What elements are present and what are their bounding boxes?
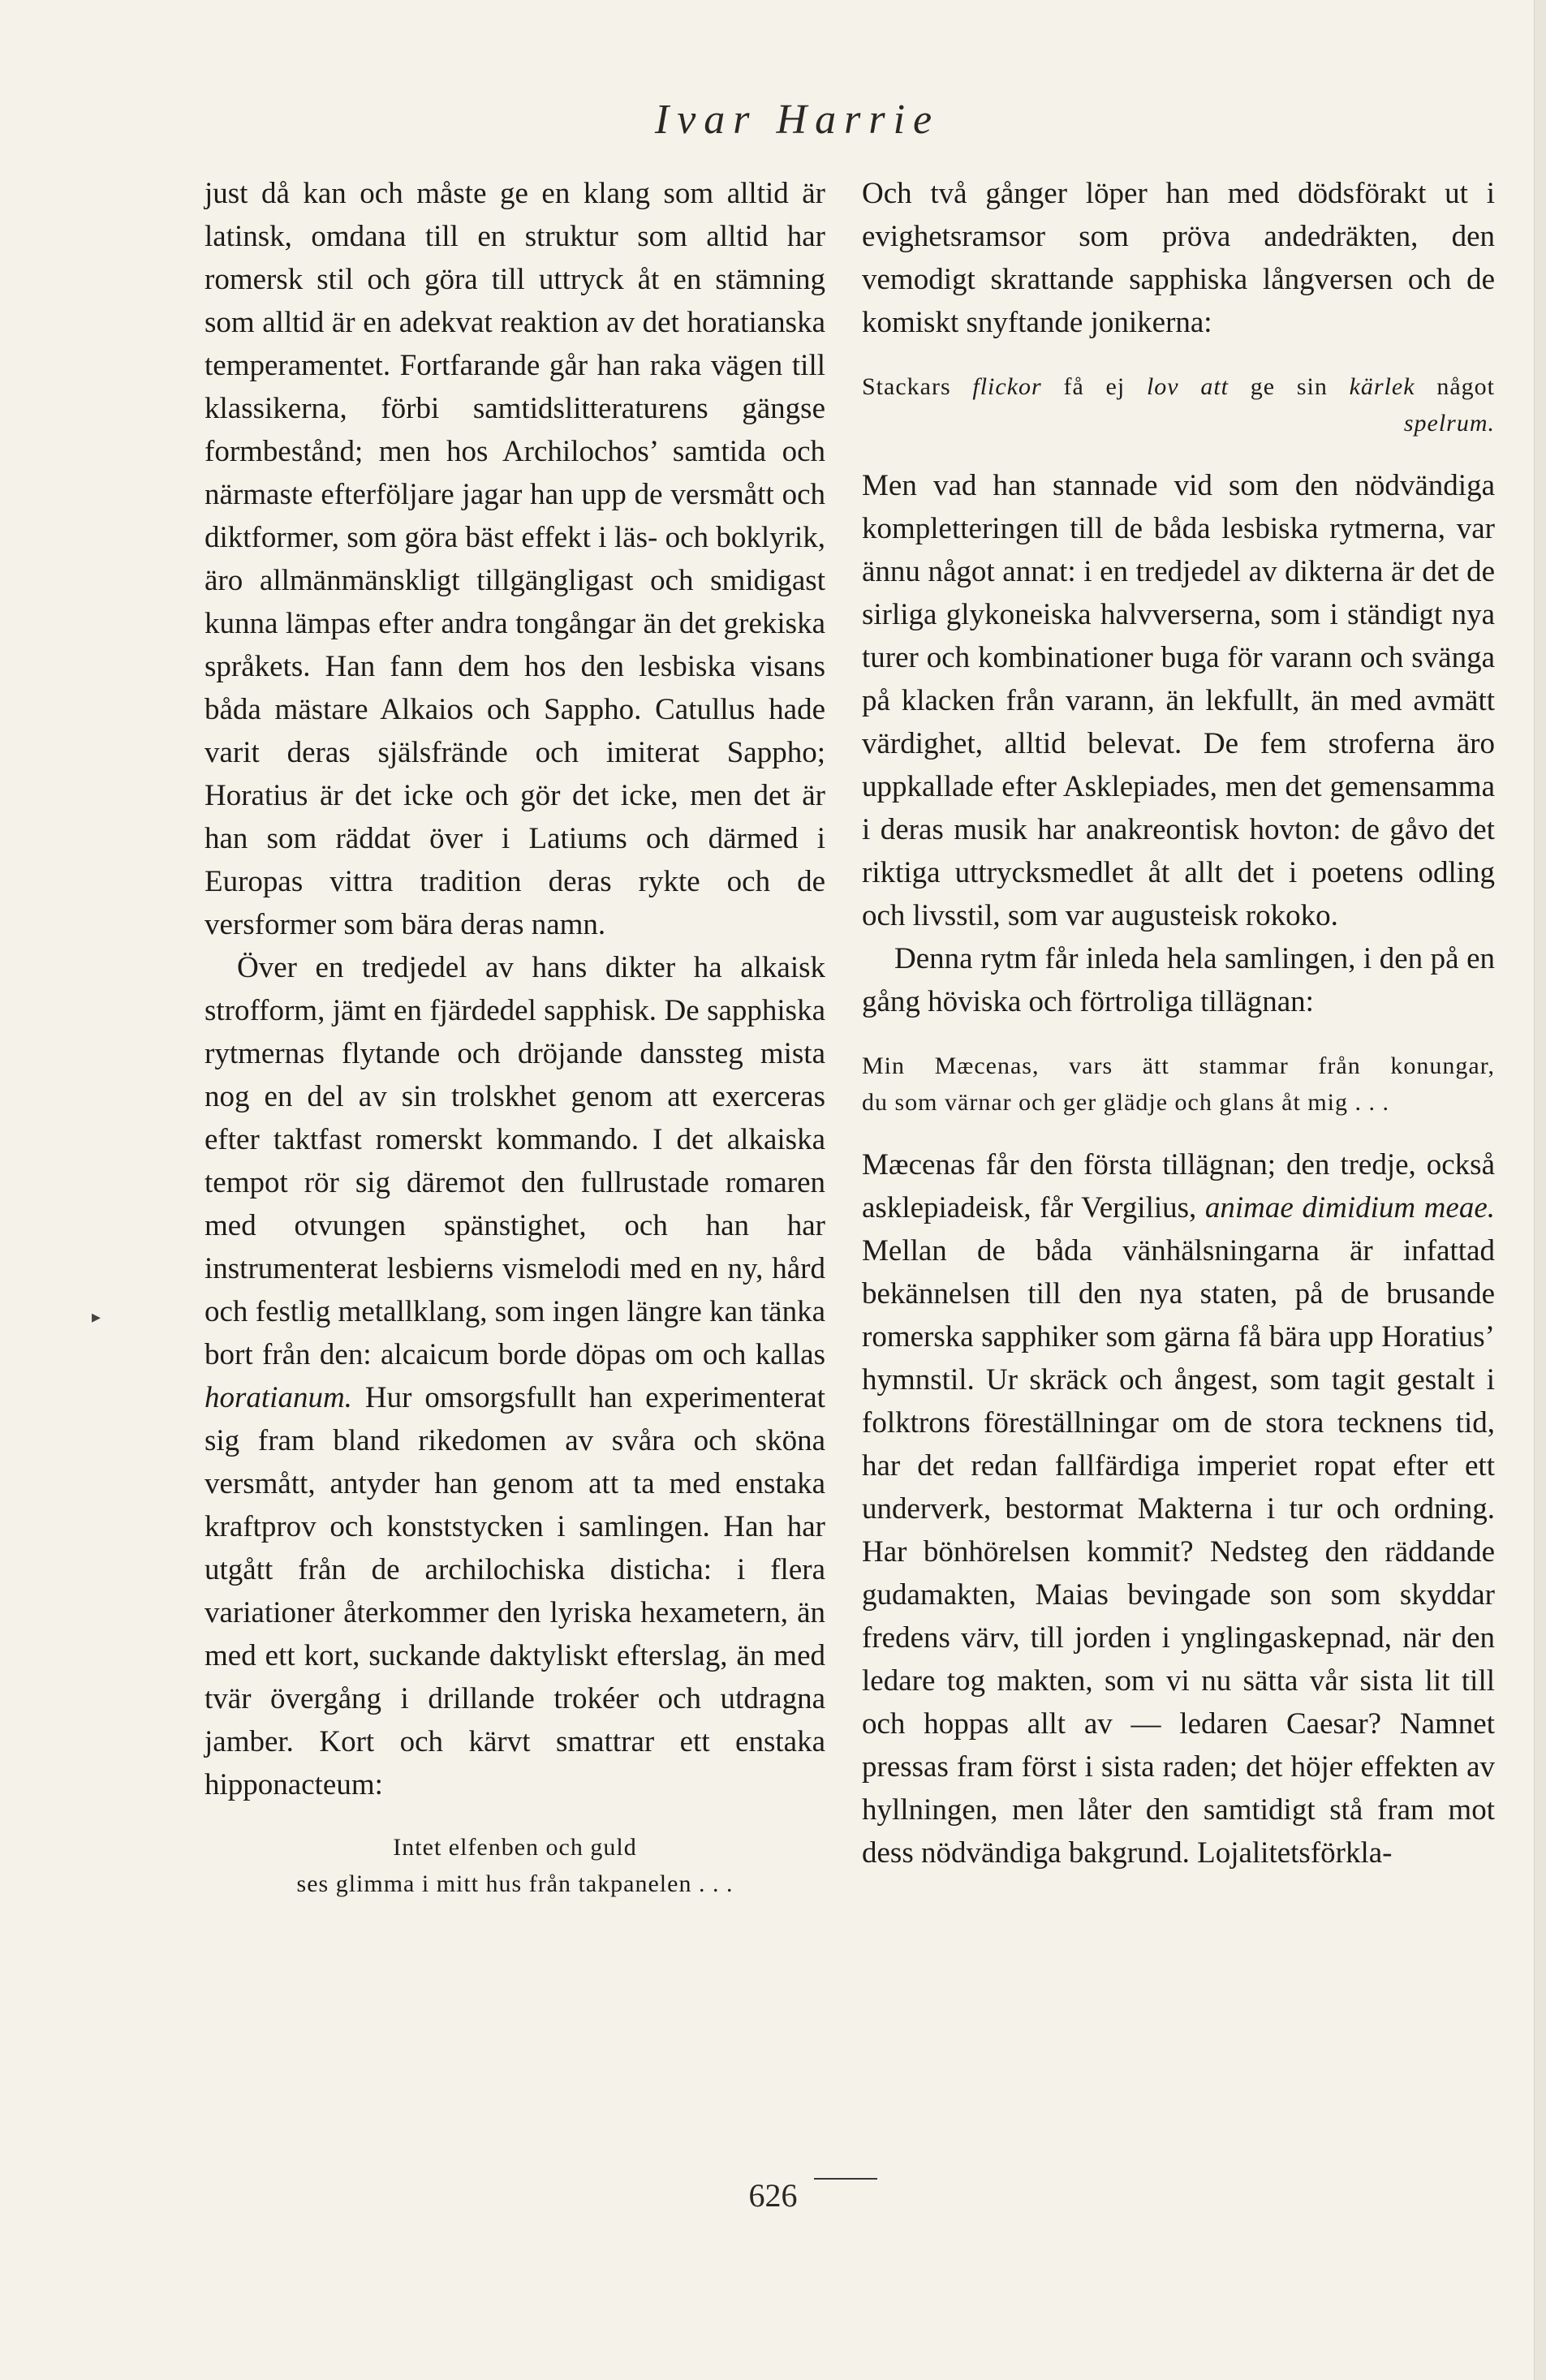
verse-text: få ej	[1041, 373, 1147, 400]
page-number: 626	[748, 2177, 798, 2214]
page-edge	[1534, 0, 1546, 2380]
verse-line: Intet elfenben och guld	[393, 1834, 637, 1861]
left-paragraph-2-start: Över en tredjedel av hans dikter ha alkaisk strofform, jämt en fjärdedel sapphisk. De sapphiska rytmernas flytande och dröjande danssteg mista nog en del av sin trolskhet genom att exerceras efter taktfast romerskt kommando. I det alkaiska tempot rör sig däremot den fullrustade romaren med otvungen spänstighet, och han har instrumenterat lesbierns vismelodi med en ny, hård och festlig metallklang, som ingen längre kan tänka bort från den: alcaicum borde döpas om och kallas	[205, 951, 825, 1371]
left-paragraph-2	[205, 946, 825, 1806]
right-paragraph-2: Men vad han stannade vid som den nödvändiga kompletteringen till de båda lesbiska rytmerna, var ännu något annat: i en tredjedel av dikterna är det de sirliga glykoneiska halvverserna, som i ständigt nya turer och kombinationer buga för varann och svänga på klacken från varann, än lekfullt, än med avmätt värdighet, alltid belevat. De fem stroferna äro uppkallade efter Asklepiades, men det gemensamma i deras musik har anakreontisk hovton: de gåvo det riktiga uttrycksmedlet åt allt det i poetens odling och livsstil, som var augusteisk rokoko.	[862, 469, 1495, 932]
verse-text: något	[1415, 373, 1495, 400]
right-verse-quote-2	[862, 1048, 1495, 1121]
right-paragraph-4	[862, 1143, 1495, 1874]
verse-italic: lov att	[1146, 373, 1229, 400]
left-paragraph-2-end: Hur omsorgsfullt han experimenterat sig fram bland rikedomen av svåra och sköna versmått, antyder han genom att ta med enstaka kraftprov och konststycken i samlingen. Han har utgått från de archilochiska disticha: i flera variationer återkommer den lyriska hexametern, än med ett kort, suckande daktyliskt efterslag, än med tvär övergång i drillande trokéer och utdragna jamber. Kort och kärvt smattrar ett enstaka hipponacteum:	[205, 1381, 825, 1801]
margin-mark: ▸	[92, 1306, 101, 1327]
running-head: Ivar Harrie	[654, 97, 941, 143]
verse-line: ses glimma i mitt hus från takpanelen . . .	[296, 1870, 734, 1897]
verse-italic: kärlek	[1349, 373, 1415, 400]
right-verse-quote-1	[862, 368, 1495, 441]
right-paragraph-4-italic: animae dimidium meae.	[1204, 1191, 1495, 1224]
verse-line: du som värnar och ger glädje och glans åt mig . . .	[862, 1089, 1390, 1116]
verse-line	[862, 368, 1495, 405]
verse-line	[862, 405, 1495, 441]
left-column	[205, 172, 825, 1925]
right-paragraph-4-start: Mæcenas får den första tillägnan; den tredje, också asklepiadeisk, får Vergilius,	[862, 1148, 1495, 1224]
right-paragraph-3: Denna rytm får inleda hela samlingen, i den på en gång höviska och förtroliga tillägnan:	[862, 942, 1495, 1018]
right-paragraph-1: Och två gånger löper han med dödsförakt ut i evighetsramsor som pröva andedräkten, den vemodigt skrattande sapphiska långversen och de komiskt snyftande jonikerna:	[862, 177, 1495, 339]
left-paragraph-2-italic: horatianum.	[205, 1381, 352, 1414]
verse-italic: flickor	[972, 373, 1042, 400]
verse-line: Min Mæcenas, vars ätt stammar från konungar,	[862, 1052, 1495, 1079]
right-column	[862, 172, 1495, 1874]
left-verse-quote	[205, 1829, 825, 1902]
verse-text: Stackars	[862, 373, 973, 400]
right-paragraph-4-end: Mellan de båda vänhälsningarna är infattad bekännelsen till den nya staten, på de brusande romerska sapphiker som gärna få bära upp Horatius’ hymnstil. Ur skräck och ångest, som tagit gestalt i folktrons föreställningar om de stora tecknens tid, har det redan fallfärdiga imperiet ropat efter ett underverk, bestormat Makterna i tur och ordning. Har bönhörelsen kommit? Nedsteg den räddande gudamakten, Maias bevingade son som skyddar fredens värv, till jorden i ynglingaskepnad, när den ledare tog makten, som vi nu sätta vår sista lit till och hoppas allt av — ledaren Caesar? Namnet pressas fram först i sista raden; det höjer effekten av hyllningen, men låter den samtidigt stå fram mot dess nödvändiga bakgrund. Lojalitetsförkla-	[862, 1234, 1495, 1870]
left-paragraph-1: just då kan och måste ge en klang som alltid är latinsk, omdana till en struktur som alltid har romersk stil och göra till uttryck åt en stämning som alltid är en adekvat reaktion av det horatianska temperamentet. Fortfarande går han raka vägen till klassikerna, förbi samtidslitteraturens gängse formbestånd; men hos Archilochos’ samtida och närmaste efterföljare jagar han upp de versmått och diktformer, som göra bäst effekt i läs- och boklyrik, äro allmänmänskligt tillgängligast och smidigast kunna lämpas efter andra tongångar än det grekiska språkets. Han fann dem hos den lesbiska visans båda mästare Alkaios och Sappho. Catullus hade varit deras själsfrände och imiterat Sappho; Horatius är det icke och gör det icke, men det är han som räddat över i Latiums och därmed i Europas vittra tradition deras rykte och de versformer som bära deras namn.	[205, 177, 825, 941]
verse-text: ge sin	[1229, 373, 1350, 400]
verse-italic: spelrum.	[1403, 410, 1495, 437]
